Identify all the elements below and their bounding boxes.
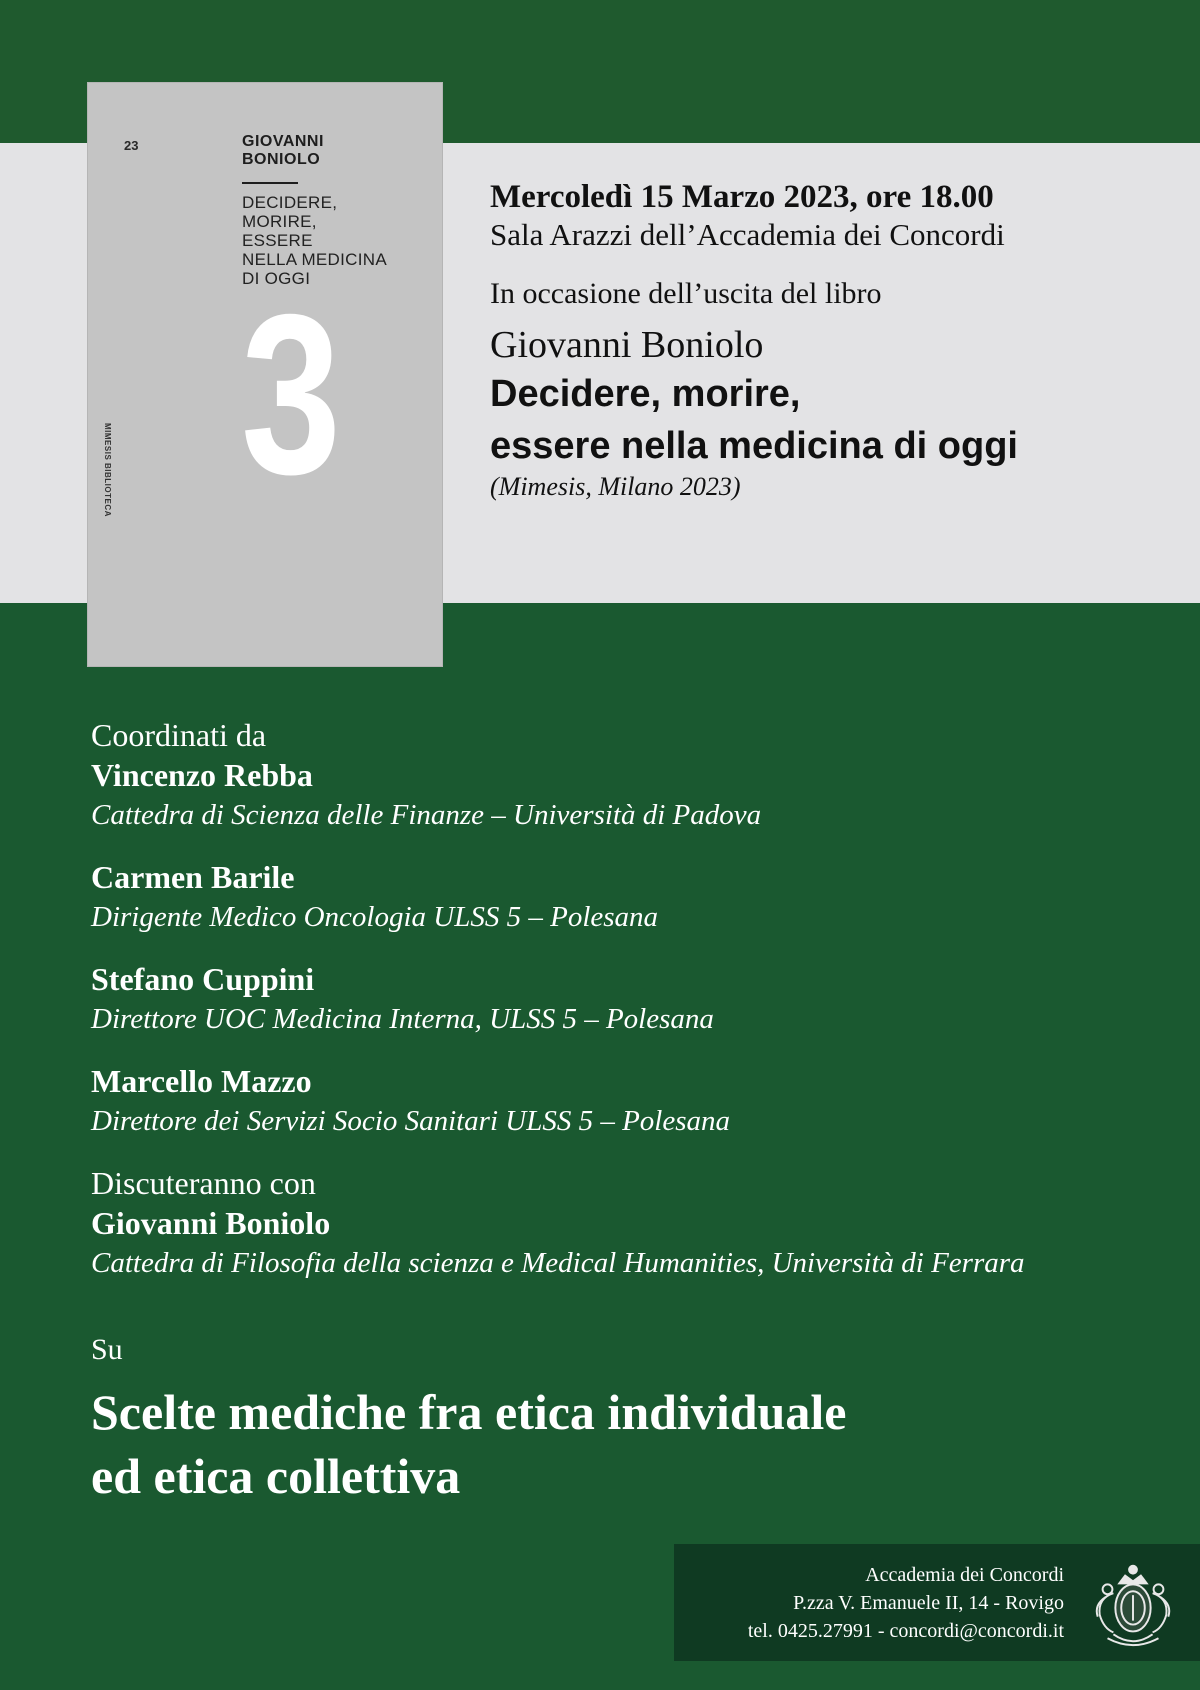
- coordinators-intro: Coordinati da: [91, 717, 267, 753]
- speaker-role: Direttore dei Servizi Socio Sanitari ULSS 5 – Polesana: [91, 1105, 731, 1137]
- speaker-role: Dirigente Medico Oncologia ULSS 5 – Polesana: [91, 901, 659, 933]
- book-cover-digit: [236, 305, 346, 481]
- discussant-intro: Discuteranno con: [91, 1165, 316, 1201]
- footer-contact-box: [674, 1544, 1200, 1661]
- event-book-title-line2: essere nella medicina di oggi: [490, 425, 1018, 467]
- book-series-label: MIMESIS BIBLIOTECA: [103, 423, 112, 517]
- book-cover-title: DECIDERE, MORIRE, ESSERE NELLA MEDICINA DI OGGI: [242, 193, 387, 288]
- discussant-name: Giovanni Boniolo: [91, 1205, 331, 1241]
- speaker-role: Cattedra di Scienza delle Finanze – Università di Padova: [91, 799, 762, 831]
- topic-intro: Su: [91, 1333, 123, 1366]
- speaker-name: Stefano Cuppini: [91, 961, 315, 997]
- speakers-section: [91, 715, 1151, 1283]
- footer-contact: tel. 0425.27991 - concordi@concordi.it: [747, 1620, 1064, 1642]
- event-venue: Sala Arazzi dell’Accademia dei Concordi: [490, 217, 1005, 252]
- discussant-role: Cattedra di Filosofia della scienza e Medical Humanities, Università di Ferrara: [91, 1247, 1025, 1279]
- book-cover-author: GIOVANNI BONIOLO: [242, 133, 324, 168]
- svg-text:3: 3: [241, 305, 341, 481]
- event-info: [490, 178, 1018, 502]
- event-date: Mercoledì 15 Marzo 2023, ore 18.00: [490, 179, 994, 215]
- event-book-title-line1: Decidere, morire,: [490, 373, 801, 415]
- speaker-name: Vincenzo Rebba: [91, 757, 313, 793]
- book-cover: [88, 83, 442, 666]
- book-series-number: 23: [124, 138, 139, 153]
- footer-address: P.zza V. Emanuele II, 14 - Rovigo: [793, 1592, 1064, 1614]
- book-cover-rule: [242, 182, 298, 184]
- event-publisher: (Mimesis, Milano 2023): [490, 472, 741, 501]
- topic-title-line2: ed etica collettiva: [91, 1448, 461, 1504]
- event-occasion: In occasione dell’uscita del libro: [490, 277, 882, 310]
- topic-title-line1: Scelte mediche fra etica individuale: [91, 1384, 847, 1440]
- footer-org: Accademia dei Concordi: [865, 1564, 1064, 1586]
- footer-text: [748, 1561, 1064, 1645]
- speaker-name: Carmen Barile: [91, 859, 295, 895]
- speaker-name: Marcello Mazzo: [91, 1063, 312, 1099]
- topic-title: [91, 1380, 1091, 1508]
- speaker-role: Direttore UOC Medicina Interna, ULSS 5 – Polesana: [91, 1003, 714, 1035]
- academy-crest-icon: [1084, 1554, 1182, 1652]
- event-book-author: Giovanni Boniolo: [490, 324, 764, 366]
